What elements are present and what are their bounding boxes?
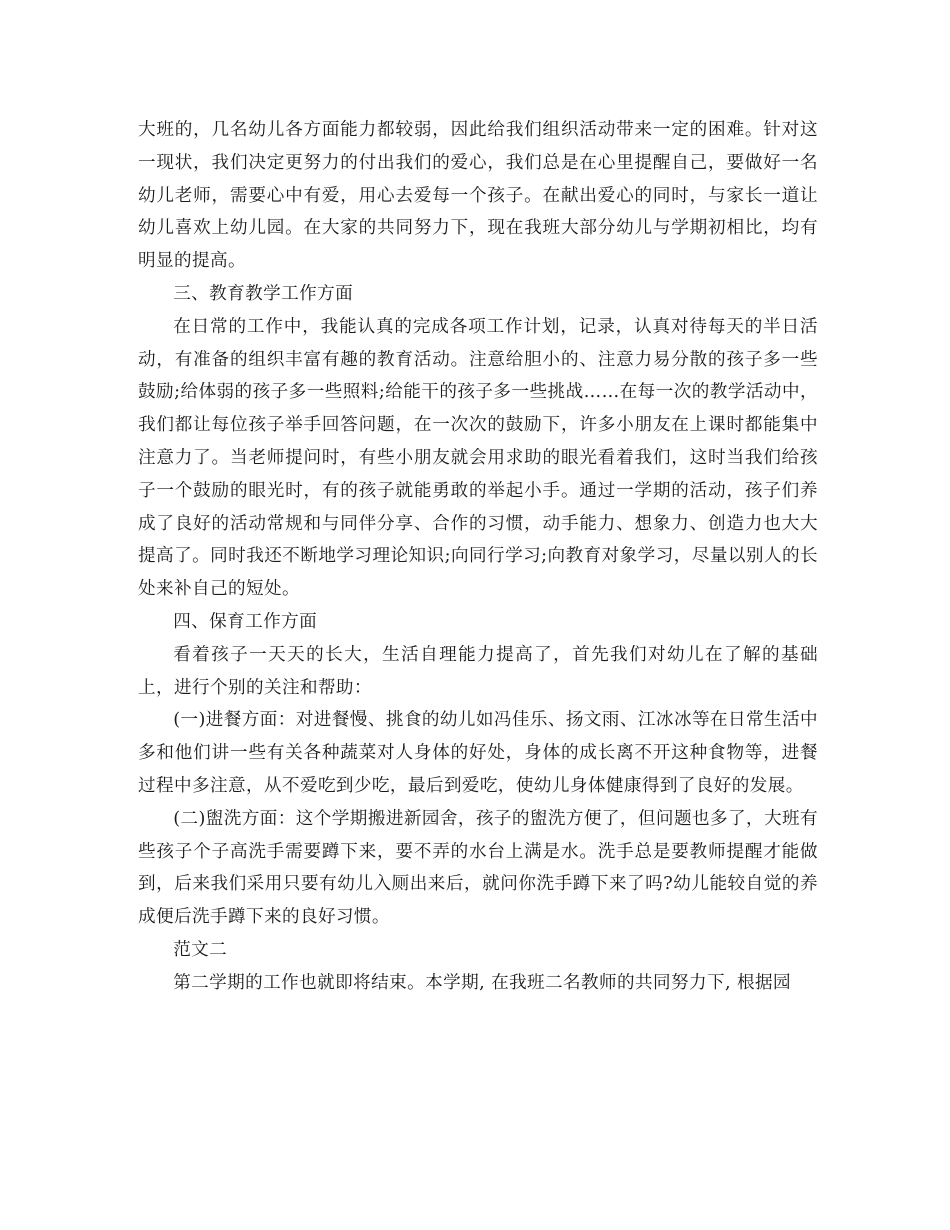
document-body (138, 114, 818, 1000)
paragraph-meals: (一)进餐方面：对进餐慢、挑食的幼儿如冯佳乐、扬文雨、江冰冰等在日常生活中多和他们讲一些有关各种蔬菜对人身体的好处，身体的成长离不开这种食物等，进餐过程中多注意，从不爱吃到少吃，最后到爱吃，使幼儿身体健康得到了良好的发展。 (138, 710, 818, 796)
paragraph-sample-two: 第二学期的工作也就即将结束。本学期, 在我班二名教师的共同努力下, 根据园 (173, 972, 791, 993)
section-heading-teaching: 三、教育教学工作方面 (173, 283, 354, 304)
section-heading-sample-two: 范文二 (173, 939, 228, 960)
paragraph-washing: (二)盥洗方面：这个学期搬进新园舍，孩子的盥洗方便了，但问题也多了，大班有些孩子个子高洗手需要蹲下来，要不弄的水台上满是水。洗手总是要教师提醒才能做到，后来我们采用只要有幼儿入厕出来后，就问你洗手蹲下来了吗?幼儿能较自觉的养成便后洗手蹲下来的良好习惯。 (138, 808, 818, 928)
paragraph-care-intro: 看着孩子一天天的长大，生活自理能力提高了，首先我们对幼儿在了解的基础上，进行个别的关注和帮助： (138, 644, 818, 698)
paragraph-intro: 大班的，几名幼儿各方面能力都较弱，因此给我们组织活动带来一定的困难。针对这一现状，我们决定更努力的付出我们的爱心，我们总是在心里提醒自己，要做好一名幼儿老师，需要心中有爱，用心去爱每一个孩子。在献出爱心的同时，与家长一道让幼儿喜欢上幼儿园。在大家的共同努力下，现在我班大部分幼儿与学期初相比，均有明显的提高。 (138, 120, 818, 272)
section-heading-care: 四、保育工作方面 (173, 611, 318, 632)
paragraph-teaching: 在日常的工作中，我能认真的完成各项工作计划，记录，认真对待每天的半日活动，有准备的组织丰富有趣的教育活动。注意给胆小的、注意力易分散的孩子多一些鼓励;给体弱的孩子多一些照料;给能干的孩子多一些挑战……在每一次的教学活动中，我们都让每位孩子举手回答问题，在一次次的鼓励下，许多小朋友在上课时都能集中注意力了。当老师提问时，有些小朋友就会用求助的眼光看着我们，这时当我们给孩子一个鼓励的眼光时，有的孩子就能勇敢的举起小手。通过一学期的活动，孩子们养成了良好的活动常规和与同伴分享、合作的习惯，动手能力、想象力、创造力也大大提高了。同时我还不断地学习理论知识;向同行学习;向教育对象学习，尽量以别人的长处来补自己的短处。 (138, 316, 818, 600)
